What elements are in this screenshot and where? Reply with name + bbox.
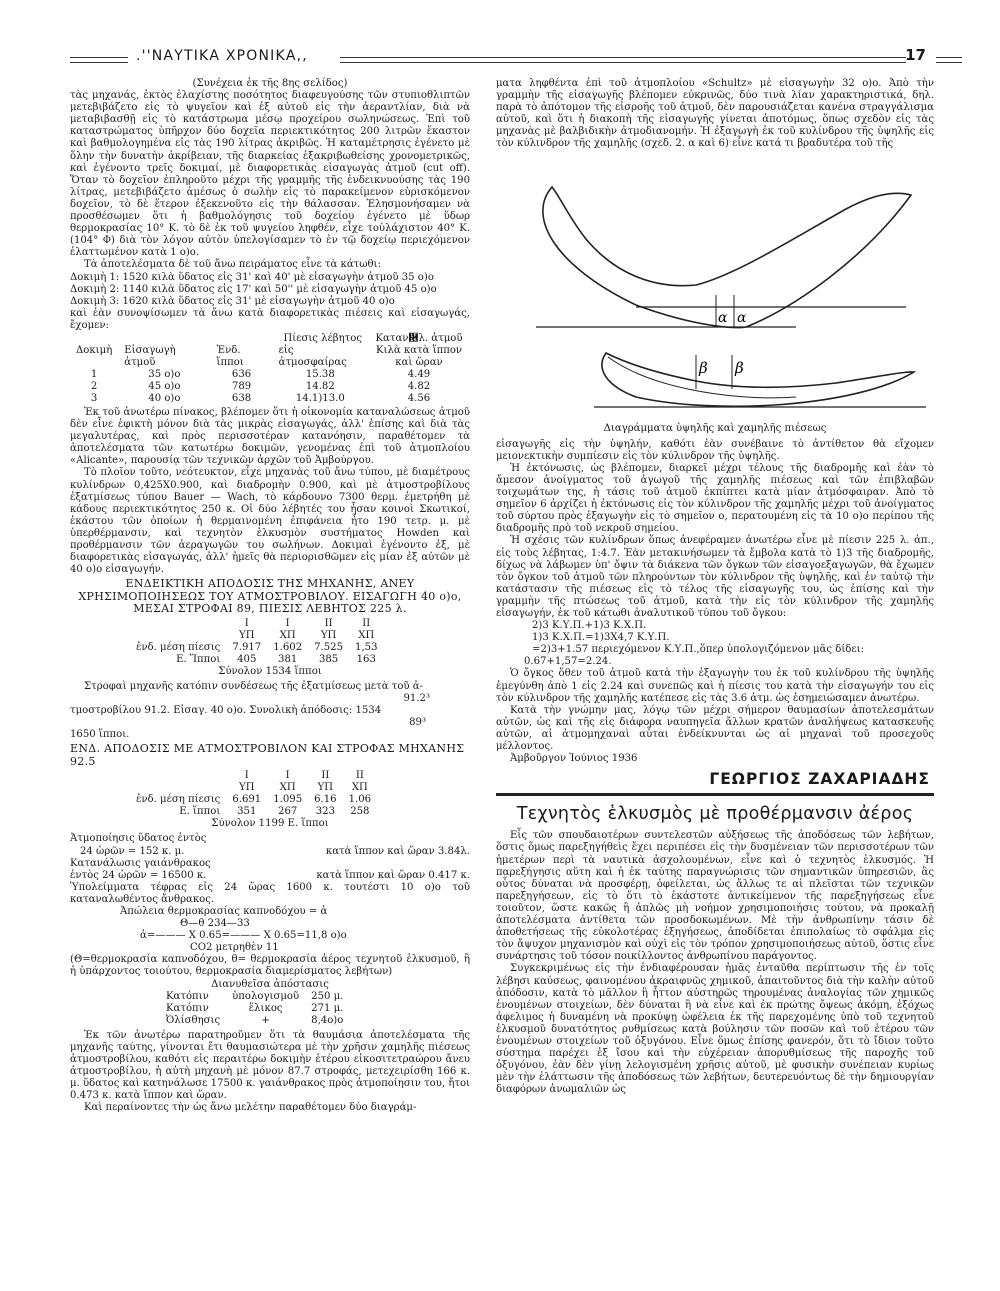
masthead-title: .''ΝΑΥΤΙΚΑ ΧΡΟΝΙΚΑ,, xyxy=(136,48,308,64)
table-row xyxy=(70,393,470,405)
calc-row xyxy=(70,870,470,882)
article-title: Τεχνητὸς ἑλκυσμὸς μὲ προθέρμανσιν ἀέρος xyxy=(516,804,914,825)
author-name: ΓΕΩΡΓΙΟΣ ΖΑΧΑΡΙΑΔΗΣ xyxy=(709,770,930,789)
formula-line: Θ—θ 234—33 xyxy=(180,918,250,930)
signoff: Ἀμβοῦργον Ἰούνιος 1936 xyxy=(510,753,638,765)
distance-title: Διανυθεῖσα ἀπόστασις xyxy=(211,978,329,990)
table-cell: 8,4ο)ο xyxy=(311,1014,344,1026)
calc-line: Κατανάλωσις γαιάνθρακος xyxy=(70,857,211,869)
calc-line: τμοστροβίλου 91.2. Εἰσαγ. 40 ο)ο. Συνολικὴ ἀπόδοσις: 1534 xyxy=(70,705,382,717)
cylinder-number: Ι xyxy=(244,617,249,629)
formula-line: 1)3 Κ.Χ.Π.=1)3Χ4,7 Κ.Υ.Π. xyxy=(532,632,670,644)
table-cell: 381 xyxy=(278,653,298,665)
trials-table xyxy=(70,333,470,405)
table-cell: 3 xyxy=(90,392,98,404)
header-rule-right xyxy=(936,57,962,63)
distance-table xyxy=(160,991,349,1027)
paragraph: ματα ληφθέντα ἐπὶ τοῦ ἀτμοπλοίου «Schultz» μὲ εἰσαγωγὴν 32 ο)ο. Ἀπὸ τὴν γραμμὴν τῆς εἰσαγωγῆς βλέπομεν εὐκρινῶς, δύο τινὰ λίαν χαρακτηριστικά, δηλ. παρὰ τὸ ἀπότομον τῆς εἰσροῆς τοῦ ἀτμοῦ, δὲν παρουσιάζεται κανένα στραγγάλισμα αὐτοῦ, καὶ ὅτι ἡ διακοπὴ τῆς εἰσαγωγῆς γίνεται ἀποτόμως, ὅπως σχεδὸν εἰς τὰς μηχανὰς μὲ βαλβιδικὴν ἀτμοδιανομήν. Ἡ ἐξαγωγὴ ἐκ τοῦ κυλίνδρου τῆς ὑψηλῆς εἰς τὸν κύλινδρον τῆς χαμηλῆς (σχεδ. 2. α καὶ 6) εἶνε κατά τι βραδυτέρα τοῦ τῆς xyxy=(496,78,934,150)
table-cell: 163 xyxy=(356,653,376,665)
table-cell: 1.602 xyxy=(273,641,303,653)
fraction-denominator: 89³ xyxy=(409,717,426,729)
table-cell: 14.1)13.0 xyxy=(295,392,345,404)
table-cell: 638 xyxy=(231,392,252,404)
paragraph: Ἡ ἐκτόνωσις, ὡς βλέπομεν, διαρκεῖ μέχρι τέλους τῆς διαδρομῆς καὶ ἐὰν τὸ ἄμεσον ἀνοίγματος τοῦ ἀγωγοῦ τῆς χαμηλῆς πιέσεως καὶ τῶν ἐπιβλαβῶν τοιχωμάτων της, ἡ τάσις τοῦ ἀτμοῦ ἐκπίπτει κατὰ μίαν ἀτμόσφαιραν. Ἀπὸ τὸ σημεῖον 6 ἀρχίζει ἡ ἐκτόνωσις εἰς τὸν κύλινδρον τῆς χαμηλῆς μέχρι τοῦ ἀνοίγματος τοῦ σύρτου πρὸς ἐξαγωγὴν εἰς τὸ σημεῖον ο, περατουμένη εἰς τὰ 10 ο)ο περίπου τῆς διαδρομῆς πρὸ τοῦ νεκροῦ σημείου. xyxy=(496,462,934,535)
formula-line: Ἀπώλεια θερμοκρασίας καπνοδόχου = ἀ xyxy=(120,906,328,917)
label-a: α xyxy=(718,309,728,326)
paragraph: Ἐκ τοῦ ἀνωτέρω πίνακος, βλέπομεν ὅτι ἡ οἰκονομία καταναλώσεως ἀτμοῦ δὲν εἶνε ἐφικτὴ μόνον διὰ τὰς μικρὰς εἰσαγωγάς, ἀλλ' ἐπίσης καὶ διὰ τὰς μεγαλυτέρας, καὶ πρὸς περισσοτέραν κατανόησιν, παραθέτομεν τὰ ἀποτελέσματα τῶν κατωτέρω δοκιμῶν, γενομένας ἐπὶ τοῦ ἀτμοπλοίου «Alicante», παρουσίᾳ τῶν τεχνικῶν ἀρχῶν τοῦ Ἀμβούργου. xyxy=(70,406,470,467)
table-row xyxy=(130,794,377,806)
paragraph: Ἡ σχέσις τῶν κυλίνδρων ὅπως ἀνεφέραμεν ἀνωτέρω εἶνε μὲ πίεσιν 225 λ. ἀπ., εἰς τοὺς λέβητας, 1:4.7. Ἐὰν μετακινήσωμεν τὰ ἔμβολα κατὰ τὸ 1)3 τῆς διαδρομῆς, δίχως νὰ λάβωμεν ὑπ' ὄψιν τὰ διάκενα τῶν ὄγκων τῶν εἰσαγοεξαγωγῶν, θὰ ἔχωμεν τὸν ὄγκον τοῦ ἀτμοῦ τῶν πληρούντων τὸν κύλινδρον τῆς ὑψηλῆς, καὶ ἐν ταὐτῷ τὴν κατάστασιν τῆς πιέσεως εἰς τὸ τέλος τῆς εἰσαγωγῆς του, ὡς ἐπίσης καὶ τὴν γραμμὴν τῆς πτώσεως τοῦ ἀτμοῦ, κατὰ τὴν εἰς τὸν κύλινδρον τῆς χαμηλῆς εἰσαγωγήν, ἐκ τοῦ κάτωθι ἀναλυτικοῦ τύπου τοῦ ὄγκου: xyxy=(496,535,934,619)
table-cell: 385 xyxy=(318,653,339,665)
table-cell: + xyxy=(261,1014,270,1026)
table-cell: 6.16 xyxy=(314,794,337,806)
calc-value: 24 ὡρῶν = 152 κ. μ. xyxy=(80,845,185,857)
table-cell: 250 μ. xyxy=(311,990,344,1002)
cylinder-number: ΙΙ xyxy=(324,617,333,629)
total-line: Σύνολον 1199 Ε. ἵπποι xyxy=(211,818,329,830)
calc-value: κατὰ ἵππον καὶ ὥραν 3.84λ. xyxy=(325,845,470,857)
trial-line: Δοκιμὴ 1: 1520 κιλὰ ὕδατος εἰς 31' καὶ 40' μὲ εἰσαγωγὴν ἀτμοῦ 35 ο)ο xyxy=(70,271,434,283)
total-line: Σύνολον 1534 ἵπποι xyxy=(218,665,322,677)
table-header: Κιλὰ κατὰ ἵππον καὶ ὥραν xyxy=(375,344,463,368)
page-number: 17 xyxy=(905,46,926,64)
table-row xyxy=(130,654,384,666)
cylinder-type: ΥΠ xyxy=(239,782,255,794)
table-header: Ἐνδ. ἵπποι xyxy=(216,344,244,368)
paragraph: καὶ ἐὰν συνοψίσωμεν τὰ ἄνω κατὰ διαφορετικὰς πιέσεις καὶ εἰσαγωγάς, ἔχομεν: xyxy=(70,307,470,331)
section-heading: ΕΝΔ. ΑΠΟΔΟΣΙΣ ΜΕ ΑΤΜΟΣΤΡΟΒΙΛΟΝ ΚΑΙ ΣΤΡΟΦΑΣ ΜΗΧΑΝΗΣ 92.5 xyxy=(70,742,465,768)
table-row xyxy=(70,381,470,393)
section-heading: ΕΝΔΕΙΚΤΙΚΗ ΑΠΟΔΟΣΙΣ ΤΗΣ ΜΗΧΑΝΗΣ, ΑΝΕΥ ΧΡΗΣΙΜΟΠΟΙΗΣΕΩΣ ΤΟΥ ΑΤΜΟΣΤΡΟΒΙΛΟΥ. ΕΙΣΑΓΩΓΗ 40 ο)ο, ΜΕΣΑΙ ΣΤΡΟΦΑΙ 89, ΠΙΕΣΙΣ ΛΕΒΗΤΟΣ 225 λ. xyxy=(78,577,462,616)
calc-line: Στροφαὶ μηχανῆς κατόπιν συνδέσεως τῆς ἐξατμίσεως μετὰ τοῦ ἀ- xyxy=(84,680,423,692)
table-row xyxy=(160,1003,349,1015)
table-row xyxy=(160,991,349,1003)
label-b: β xyxy=(699,358,708,377)
table-cell: 45 ο)ο xyxy=(148,380,181,392)
left-column xyxy=(70,78,470,1114)
table-cell: 636 xyxy=(231,368,252,380)
table-cell: 271 μ. xyxy=(311,1002,344,1014)
table-cell: Κατόπιν xyxy=(166,1002,209,1014)
table-cell: 1 xyxy=(90,368,98,380)
calc-line: Ὑπολείμματα τέφρας εἰς 24 ὥρας 1600 κ. τουτέστι 10 ο)ο τοῦ καταναλωθέντος ἄνθρακος. xyxy=(70,881,470,905)
table-cell: 4.82 xyxy=(407,380,431,392)
table-cell: 1.06 xyxy=(348,794,372,806)
paragraph: Ἐκ τῶν ἀνωτέρω παρατηροῦμεν ὅτι τὰ θαυμάσια ἀποτελέσματα τῆς μηχανῆς ταύτης, γίνονται ἔτι θαυμασιώτερα μὲ τὴν χρῆσιν χαμηλῆς πιέσεως ἀτμοστροβίλου, καθότι εἰς περαιτέρω δοκιμὴν ἑτέρου εἰκοσιτετραώρου ἄνευ ἀτμοστροβίλου, ἡ αὐτὴ μηχανὴ μὲ μόνον 87.7 στροφάς, μετεχειρίσθη 166 κ. μ. ὕδατος καὶ κατηνάλωσε 17500 κ. γαιάνθρακος πρὸς ἀτμοποίησιν του, ἤτοι 0.473 κ. κατὰ ἵππον καὶ ὥραν. xyxy=(70,1029,470,1102)
cylinder-type: ΧΠ xyxy=(279,782,296,794)
table-cell: 267 xyxy=(278,806,298,818)
table-cell: 40 ο)ο xyxy=(148,392,181,404)
table-cell: 35 ο)ο xyxy=(148,368,181,380)
paragraph: τὰς μηχανάς, ἐκτὸς ἐλαχίστης ποσότητος διαφευγούσης τῶν στυπιοθλιπτῶν μετεβιβάζετο εἰς τὸ ψυγεῖον καὶ ἐξ αὐτοῦ εἰς τὴν ἀεραντλίαν, διὰ νὰ μεταβιβασθῇ εἰς τὸ κατάστρωμα μέσῳ προχείρου σωληνώσεως. Ἐπὶ τοῦ καταστρώματος ὑπῆρχον δύο δοχεῖα περιεκτικότητος 200 λιτρῶν ἕκαστον καὶ βαθμολογημένα εἰς τὰς 190 λίτρας ἀκριβῶς. Ἡ καταμέτρησις ἐγένετο μὲ ὅλην τὴν δυνατὴν ἀκρίβειαν, τῆς διαρκείας ἐξακριβωθείσης χρονομετρικῶς, καὶ ἐγένοντο τρεῖς δοκιμαί, μὲ διαφορετικὰς εἰσαγωγὰς ἀτμοῦ (cut off). Ὅταν τὸ δοχεῖον ἐπληροῦτο μέχρι τῆς γραμμῆς τῆς ἐνδεικνυούσης τὰς 190 λίτρας, μετεβιβάζετο ἀμέσως ὁ σωλὴν εἰς τὸ παρακείμενον εὑρισκόμενον δοχεῖον, τὸ δὲ ἕτερον ἐξεκενοῦτο εἰς τὴν θάλασσαν. Ἐλησμονήσαμεν νὰ προσθέσωμεν ὅτι ἡ βαθμολόγησις τοῦ δοχείου ἐγένετο μὲ ὕδωρ θερμοκρασίας 10° Κ. τὸ δὲ ἐκ τοῦ ψυγείου ληφθέν, εἶχε τοὐλάχιστον 40° Κ. (104° Φ) διὰ τὸν λόγον αὐτὸν ὑπελογίσαμεν τὸ ἐν τῷ δοχείῳ περιεχόμενον ἐλαττωμένον κατὰ 1 ο)ο. xyxy=(70,90,470,259)
cylinder-type: ΥΠ xyxy=(239,629,255,641)
table-superheader: Καταν἖λ. ἀτμοῦ xyxy=(375,332,463,344)
table-row xyxy=(160,1015,349,1027)
table-cell: 258 xyxy=(350,806,370,818)
page-header xyxy=(70,48,962,70)
label-b: β xyxy=(735,358,744,377)
trial-line: Δοκιμὴ 2: 1140 κιλὰ ὕδατος εἰς 17' καὶ 50'' μὲ εἰσαγωγὴν ἀτμοῦ 45 ο)ο xyxy=(70,283,437,295)
paragraph: Ὁ ὄγκος ὅθεν τοῦ ἀτμοῦ κατὰ τὴν ἐξαγωγὴν του ἐκ τοῦ κυλίνδρου τῆς ὑψηλῆς ἐμεγύνθη ἀπὸ 1 εἰς 2.24 καὶ συνεπῶς καὶ ἡ πίεσις του κατὰ τὴν εἰσαγωγήν του εἰς τὸν κύλινδρον τῆς χαμηλῆς κατέπεσε εἰς τὰς 3.6 ἀτμ. ὡς ἐσημειώσαμεν ἀνωτέρω. xyxy=(496,668,934,704)
cylinder-type: ΧΠ xyxy=(358,629,375,641)
table-row xyxy=(130,806,377,818)
lower-diagram-curve xyxy=(602,353,914,406)
indicator-diagrams-svg xyxy=(496,157,934,419)
table-cell: 323 xyxy=(315,806,335,818)
label-a: α xyxy=(737,309,747,326)
calc-line: 1650 ἵπποι. xyxy=(70,729,130,741)
table-cell: 6.691 xyxy=(232,794,262,806)
formula-line: 2)3 Κ.Υ.Π.+1)3 Κ.Χ.Π. xyxy=(532,620,647,632)
table-cell: 351 xyxy=(237,806,257,818)
header-rule-middle xyxy=(340,57,906,63)
right-column xyxy=(496,78,934,1096)
row-label: Ε. ἵπποι xyxy=(179,806,221,818)
table-cell: 2 xyxy=(90,380,98,392)
paragraph: Συγκεκριμένως εἰς τὴν ἐνδιαφέρουσαν ἡμᾶς ἐνταῦθα περίπτωσιν τῆς ἐν τοῖς λέβησι καύσεως, φαινομένου ἀκραιφνῶς χημικοῦ, ἀπαιτοῦντος διὰ τὴν καλὴν αὐτοῦ ἀπόδοσιν, κατὰ τὸ μᾶλλον ἢ ἧττον αὐστηρῶς τηρουμένας ἀναλογίας τῶν χημικῶς ἑνουμένων στοιχείων, δὲν δύναται ἢ νὰ εἶνε καὶ ἐκ πρώτης ὄψεως ἀκόμη, ἐξόχως ἀφελιμος ἡ δυναμένη νὰ προκύψῃ ὠφέλεια ἐκ τῆς παρεχομένης ὑπὸ τοῦ τεχνητοῦ ἑλκυσμοῦ δυνατότητος ρυθμίσεως κατὰ βούλησιν τῶν ποσῶν καὶ τοῦ ἑτέρου τῶν ἑνουμένων στοιχείων τοῦ ὀξυγόνου. Εἶνε ὅμως ἐπίσης φανερόν, ὅτι τὸ ἴδιον τοῦτο σύστημα παρέχει ἐξ ἴσου καὶ τὴν εὐχέρειαν ἀπορυθμίσεως τῆς παροχῆς τοῦ ὀξυγόνου, ἐὰν δὲν γίνῃ λελογισμένη χρῆσις αὐτοῦ, μὲ φυσικὴν συνέπειαν κυρίως μὲν τὴν ἐλάττωσιν τῆς ἀποδόσεως τῶν λεβήτων, δευτερευόντως δὲ τὴν δημιουργίαν διαφόρων ἀνωμαλιῶν ὡς xyxy=(496,963,934,1096)
formula-line: CO2 μετρηθὲν 11 xyxy=(190,942,279,954)
cylinder-type: ΧΠ xyxy=(351,782,368,794)
table-cell: 14.82 xyxy=(305,380,335,392)
calc-value: κατὰ ἵππον καὶ ὥραν 0.417 κ. xyxy=(316,869,470,881)
formula-line: =2)3+1.57 περιεχόμενον Κ.Υ.Π.,ὅπερ ὑπολογιζόμενον μᾶς δίδει: xyxy=(532,644,864,656)
table-row xyxy=(130,642,384,654)
formula-line: 0.67+1,57=2.24. xyxy=(524,656,612,668)
paragraph: Εἷς τῶν σπουδαιοτέρων συντελεστῶν αὐξήσεως τῆς ἀποδόσεως τῶν λεβήτων, ὅστις ὅμως παρεξηγήθεὶς ἔχει περιπέσει εἰς τὴν δυσμένειαν τῶν περισσοτέρων τῶν ἡμετέρων περὶ τὰ ναυτικὰ ἀσχολουμένων, εἶνε καὶ ὁ τεχνητὸς ἑλκυσμός. Ἡ παρεξήγησις αὕτη καὶ ἡ ἐκ ταύτης παραγνώρισις τῶν σημαντικῶν ὑπηρεσιῶν, ἃς οὗτος δύναται νὰ προσφέρῃ, ὀφείλεται, ὡς ἄλλως τε αἱ πλεῖσται τῶν τεχνικῶν παρεξηγήσεων, εἰς τὸ ὅτι τὸ ἑκάστοτε ἀντικείμενον τῆς παρεξηγήσεως εἶνε τοιοῦτον, ὥστε κακῶς ἢ ἁπλῶς μὴ νοήμον χρησιμοποιήσις τούτου, νὰ προκαλῇ ἀποτελέσματα ἀντίθετα τῶν προσδοκωμένων. Μὲ τὴν ἀνθρωπίνην τάσιν δὲ ἀποθετήσεως τῆς εὐκολοτέρας ἐξηγήσεως, ἀποδίδεται ἐπιπολαίως τὸ σφάλμα εἰς τὸν ἄψυχον μηχανισμὸν καὶ οὐχὶ εἰς τὸν τρόπον χρησιμοποιήσεως αὐτοῦ, ὅστις εἶνε συνάρτησις τοῦ τόσον ποικίλλοντος ἀνθρωπίνου παράγοντος. xyxy=(496,830,934,963)
table-row xyxy=(70,369,470,381)
table-cell: 7.525 xyxy=(314,641,344,653)
paragraph: Καὶ περαίνοντες τὴν ὡς ἄνω μελέτην παραθέτομεν δύο διαγράμ- xyxy=(84,1102,417,1114)
table-cell: 789 xyxy=(231,380,252,392)
legend-note: (Θ=θερμοκρασία καπνοδόχου, θ= θερμοκρασία ἀέρος τεχνητοῦ ἑλκυσμοῦ, ἢ ἡ ὑπάρχοντος τοιούτου, θερμοκρασία διαμερίσματος λεβήτων) xyxy=(70,954,470,978)
table-cell: 7.917 xyxy=(232,641,262,653)
table-cell: 1,53 xyxy=(355,641,378,653)
table-cell: 1.095 xyxy=(273,794,303,806)
cylinder-number: Ι xyxy=(285,617,290,629)
cylinder-number: Ι xyxy=(285,770,290,782)
calc-value: ἐντὸς 24 ὡρῶν = 16500 κ. xyxy=(70,869,207,881)
continued-note: (Συνέχεια ἐκ τῆς 8ης σελίδος) xyxy=(192,78,348,89)
table-cell: 4.56 xyxy=(407,392,431,404)
cylinder-type: ΥΠ xyxy=(320,629,337,641)
table-header: Δοκιμὴ xyxy=(76,344,113,356)
calc-line: Ἀτμοποίησις ὕδατος ἐντὸς xyxy=(70,833,207,845)
cylinder-type: ΥΠ xyxy=(317,782,334,794)
cylinder-number: ΙΙ xyxy=(355,770,364,782)
table-cell: Ὀλίσθησις xyxy=(166,1014,221,1026)
calc-row xyxy=(70,846,470,858)
paragraph: Τὰ ἀποτελέσματα δὲ τοῦ ἄνω πειράματος εἶνε τὰ κάτωθι: xyxy=(84,259,381,271)
row-label: ἐνδ. μέση πίεσις xyxy=(136,794,221,806)
table-cell: 4.49 xyxy=(407,368,431,380)
row-label: Ε. Ἵπποι xyxy=(176,653,221,665)
table-cell: 15.38 xyxy=(305,368,335,380)
table-header: Εἰσαγωγὴ ἀτμοῦ xyxy=(124,344,176,368)
cylinder-number: ΙΙ xyxy=(362,617,371,629)
table-header: εἰς ἀτμοσφαίρας xyxy=(278,344,347,368)
turbine-power-table xyxy=(130,770,377,818)
fraction-numerator: 91.2³ xyxy=(403,692,430,704)
figure-caption: Διαγράμματα ὑψηλῆς καὶ χαμηλῆς πιέσεως xyxy=(603,422,827,434)
paragraph: εἰσαγωγῆς εἰς τὴν ὑψηλήν, καθότι ἐὰν συνέβαινε τὸ ἀντίθετον θὰ εἴχομεν μειονεκτικὴν συμπίεσιν εἰς τὸν κύλινδρον τῆς ὑψηλῆς. xyxy=(496,438,934,462)
trial-line: Δοκιμὴ 3: 1620 κιλὰ ὕδατος εἰς 31' μὲ εἰσαγωγὴν ἀτμοῦ 40 ο)ο xyxy=(70,295,395,307)
table-cell: Κατόπιν xyxy=(166,990,209,1002)
cylinder-number: Ι xyxy=(244,770,249,782)
header-rule-left xyxy=(70,57,128,63)
paragraph: Τὸ πλοῖον τοῦτο, νεότευκτον, εἶχε μηχανὰς τοῦ ἄνω τύπου, μὲ διαμέτρους κυλίνδρων 0,425Χ0.900, καὶ διαδρομὴν 0.900, καὶ μὲ ἀτμοστροβίλους ἐξατμίσεως τύπου Bauer — Wach, τὸ κάρδουνο 7300 θερμ. ἐμετρήθη μὲ κάδους περιεκτικότητος 250 κ. Οἱ δύο λέβητές του ἦσαν κοινοὶ Σκωτικοί, ἑκάστου τῶν ὁποίων ἡ θερμαινομένη ἐπιφάνεια ἦτο 190 τετρ. μ. μὲ ὑπερθέρμανσιν, καὶ τεχνητὸν ἑλκυσμὸν συστήματος Howden καὶ προθέρμανσιν τῶν ἀεραγωγῶν του σωλήνων. Δοκιμαὶ ἐγένοντο ἐξ, μὲ διαφορετικὰς εἰσαγωγάς, ἀλλ' ἡμεῖς θὰ περιορισθῶμεν εἰς μίαν ἐξ αὐτῶν μὲ 40 ο)ο εἰσαγωγήν. xyxy=(70,467,470,576)
table-superheader: Πίεσις λέβητος xyxy=(283,332,362,344)
paragraph: Κατὰ τὴν γνώμην μας, λόγῳ τῶν μέχρι σήμερον θαυμασίων ἀποτελεσμάτων αὐτῶν, ὡς καὶ τῆς εἰς διάφορα ναυπηγεῖα ἄλλων κρατῶν ἀναλήψεως κατασκευῆς αὐτῶν, αἱ ἀτμομηχαναὶ αὗται ἐνδείκνυνται ὡς αἱ μηχαναὶ τοῦ προσεχοῦς μέλλοντος. xyxy=(496,704,934,752)
indicated-power-table xyxy=(130,618,384,666)
table-cell: ὑπολογισμοῦ xyxy=(232,990,300,1002)
row-label: ἐνδ. μέση πίεσις xyxy=(136,641,221,653)
indicator-diagrams-figure xyxy=(496,157,934,419)
table-cell: ἕλικος xyxy=(248,1002,283,1014)
cylinder-type: ΧΠ xyxy=(279,629,296,641)
table-cell: 405 xyxy=(237,653,257,665)
article-separator xyxy=(496,793,934,796)
cylinder-number: ΙΙ xyxy=(321,770,330,782)
formula-line: ἀ=——— Χ 0.65=——— Χ 0.65=11,8 ο)ο xyxy=(140,930,347,942)
